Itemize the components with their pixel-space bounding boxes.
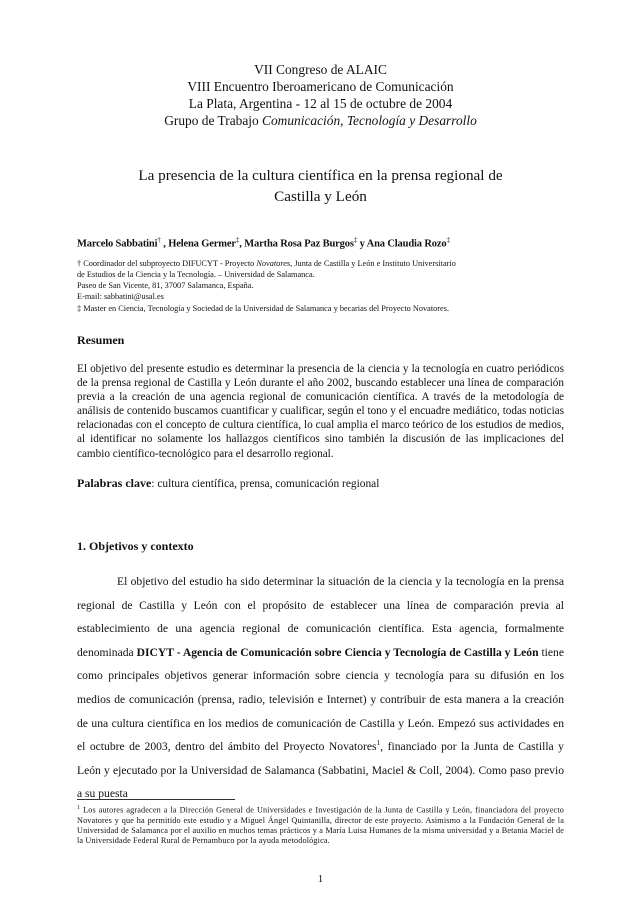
author-mark: ‡ xyxy=(353,236,358,244)
paper-title-line-1: La presencia de la cultura científica en la prensa regional de xyxy=(138,167,503,184)
author-separator: , xyxy=(239,238,245,250)
affiliation-text: , Junta de Castilla y León e Instituto Universitario xyxy=(290,259,456,268)
affiliation-address: Paseo de San Vicente, 81, 37007 Salamanca, España. xyxy=(77,281,254,290)
affiliation-line: ‡ Master en Ciencia, Tecnología y Sociedad de la Universidad de Salamanca y becarias del Proyecto Novatores. xyxy=(77,304,450,313)
paragraph-text: , financiado por la Junta de Castilla y León y ejecutado por la Universidad de Salamanca (Sabbatini, Maciel & Coll, 2004). Como paso previo a su puesta xyxy=(77,740,564,801)
author-separator: y xyxy=(357,238,367,250)
working-group-name: Comunicación, Tecnología y Desarrollo xyxy=(262,113,477,128)
affiliation-line: de Estudios de la Ciencia y la Tecnología. – Universidad de Salamanca. xyxy=(77,270,315,279)
keywords-label: Palabras clave xyxy=(77,476,152,490)
author-separator: , xyxy=(160,238,169,250)
footnote-mark: 1 xyxy=(77,805,81,811)
paragraph-text: tiene como principales objetivos generar información sobre ciencia y tecnología para su difusión en los medios de comunicación (prensa, radio, televisión e Internet) y contribuir de esta manera a la creación de una cultura científica en los medios de comunicación de Castilla y León. Empezó sus actividades en el octubre de 2003, dentro del ámbito del Proyecto Novatores xyxy=(77,645,564,754)
author-mark: ‡ xyxy=(235,236,240,244)
author-mark: ‡ xyxy=(446,236,450,244)
working-group-prefix: Grupo de Trabajo xyxy=(164,113,263,128)
conference-title: VII Congreso de ALAIC xyxy=(254,62,387,77)
affiliation-email: E-mail: sabbatini@usal.es xyxy=(77,292,164,301)
author-mark: † xyxy=(157,236,161,244)
author-name: Helena Germer xyxy=(168,238,236,250)
working-group xyxy=(60,113,581,129)
agency-name: DICYT - Agencia de Comunicación sobre Ciencia y Tecnología de Castilla y León xyxy=(136,645,539,659)
affiliation-text: † Coordinador del subproyecto DIFUCYT - Proyecto xyxy=(77,259,257,268)
paragraph xyxy=(77,570,564,806)
body-text xyxy=(77,570,564,806)
author-list xyxy=(77,236,450,250)
footnote xyxy=(77,803,564,846)
affiliation-line xyxy=(77,259,577,270)
resumen-heading: Resumen xyxy=(77,333,125,347)
page-number: 1 xyxy=(317,873,324,885)
footnote-text: Los autores agradecen a la Dirección General de Universidades e Investigación de la Junta de Castilla y León, financiadora del proyecto Novatores y que ha permitido este estudio y a Miguel Ángel Quintanilla, director de este proyecto. Asimismo a la Fundación General de la Universidad de Salamanca por el auxilio en muchos temas prácticos y a María Luisa Humanes de la misma universidad y a Betania Maciel de la Universidade Federal Rural de Pernambuco por la ayuda metodológica. xyxy=(77,805,564,846)
resumen-text: El objetivo del presente estudio es determinar la presencia de la ciencia y la tecnología en cuatro periódicos de la prensa regional de Castilla y León durante el año 2002, buscando establecer una línea de comparación previa a la creación de una agencia regional de comunicación científica. A través de la metodología de análisis de contenido buscamos cuantificar y cualificar, según el tono y el encuadre mediático, todas noticias relacionadas con el concepto de cultura científica, lo cual amplia el marco teórico de los estudios de medios, al identificar no solamente los hallazgos científicos sino también la discusión de las implicaciones del cambio científico-tecnológico para el desarrollo regional. xyxy=(77,363,564,460)
keywords-text: : cultura científica, prensa, comunicación regional xyxy=(151,478,380,490)
section-heading: 1. Objetivos y contexto xyxy=(77,539,194,553)
paper-title-line-2: Castilla y León xyxy=(274,188,367,205)
conference-location-date: La Plata, Argentina - 12 al 15 de octubre de 2004 xyxy=(188,96,453,111)
author-name: Martha Rosa Paz Burgos xyxy=(244,238,354,250)
footnote-divider xyxy=(77,799,235,800)
footnote-ref: 1 xyxy=(376,738,381,748)
author-name: Marcelo Sabbatini xyxy=(77,238,158,250)
keywords xyxy=(77,476,379,491)
paragraph-text: El objetivo del estudio ha sido determinar la situación de la ciencia y la tecnología en la prensa regional de Castilla y León con el propósito de establecer una línea de comparación previa al establecimiento de una agencia regional de comunicación científica. Esta agencia, formalmente denominada xyxy=(77,575,564,659)
author-name: Ana Claudia Rozo xyxy=(366,238,447,250)
project-name: Novatores xyxy=(256,259,291,268)
conference-subtitle: VIII Encuentro Iberoamericano de Comunicación xyxy=(187,79,454,94)
